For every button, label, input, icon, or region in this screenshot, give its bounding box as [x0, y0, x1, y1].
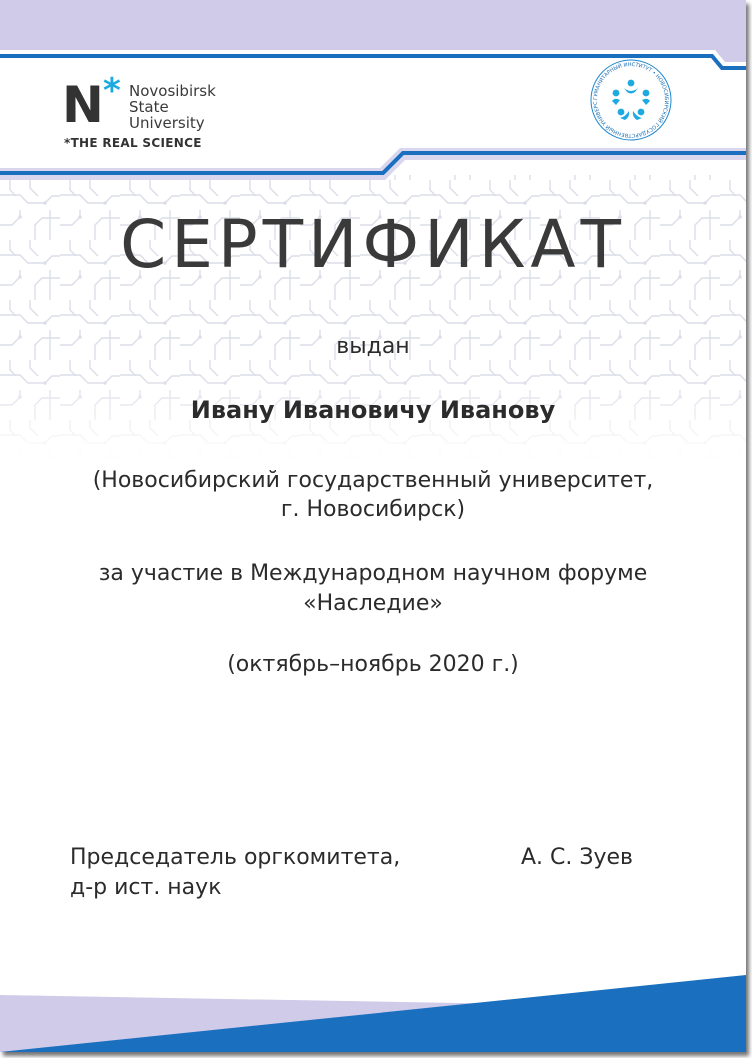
- nsu-logo-letter: N: [62, 76, 102, 134]
- signature-name: А. С. Зуев: [521, 845, 634, 870]
- top-lavender-band: [0, 0, 746, 62]
- signature-position-line1: Председатель оргкомитета,: [70, 845, 401, 870]
- certificate-title: СЕРТИФИКАТ: [120, 206, 626, 283]
- nsu-logo-line1: Novosibirsk: [129, 82, 216, 100]
- nsu-logo-tagline: *THE REAL SCIENCE: [64, 136, 202, 150]
- nsu-logo-line2: State: [129, 98, 169, 116]
- issued-text: выдан: [336, 334, 410, 359]
- institute-emblem-icon: [588, 57, 674, 143]
- forum-name: «Наследие»: [303, 591, 443, 616]
- reason-line1: за участие в Международном научном форуме: [98, 561, 648, 586]
- event-dates: (октябрь–ноябрь 2020 г.): [227, 652, 519, 677]
- institute-ring-text: ГУМАНИТАРНЫЙ ИНСТИТУТ • НОВОСИБИРСКИЙ ГОСУДАРСТВЕННЫЙ УНИВЕРС: [592, 61, 670, 139]
- affiliation-line1: (Новосибирский государственный университет,: [92, 468, 654, 493]
- signature-position-line2: д-р ист. наук: [70, 875, 222, 900]
- recipient-name: Ивану Ивановичу Иванову: [190, 396, 556, 424]
- nsu-logo-line3: University: [129, 114, 205, 132]
- affiliation-line2: г. Новосибирск): [280, 497, 466, 522]
- nsu-logo-star-icon: *: [103, 71, 121, 111]
